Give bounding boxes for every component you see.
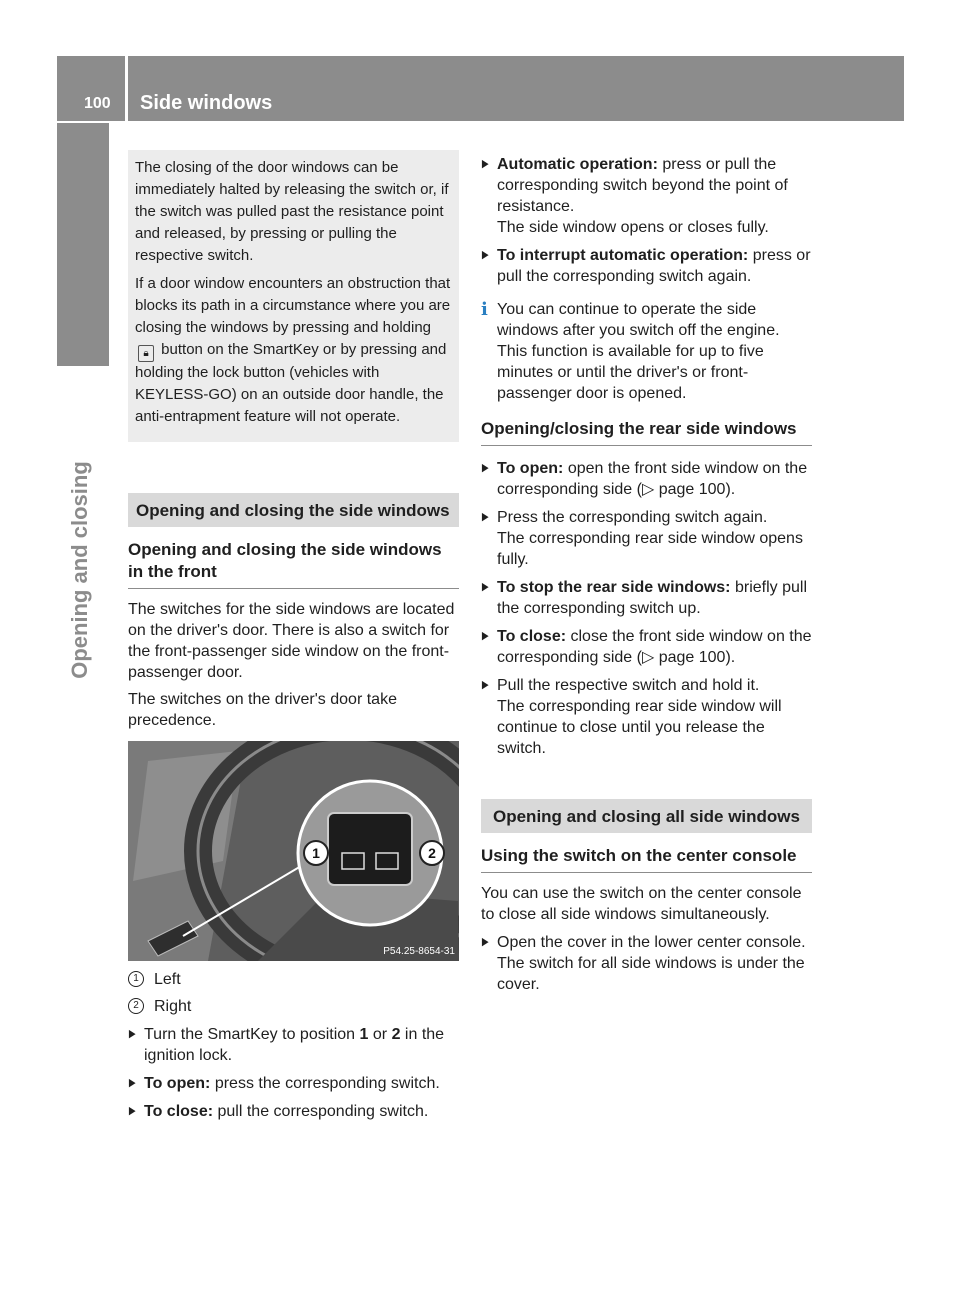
step-interrupt: ▶ To interrupt automatic operation: press or pull the corresponding switch again. (481, 245, 812, 287)
heading-sub: Opening and closing the side windows in the front (128, 539, 459, 589)
step-rear-stop: ▶ To stop the rear side windows: briefly pull the corresponding switch up. (481, 577, 812, 619)
lock-icon: 🔒︎ (138, 345, 154, 362)
note-box (128, 150, 459, 442)
body-paragraph-precedence: The switches on the driver's door take precedence. (128, 691, 397, 729)
callout-1: 1 (312, 845, 320, 861)
heading-console: Using the switch on the center console (481, 845, 812, 873)
note-paragraph: The closing of the door windows can be immediately halted by releasing the switch or, if the switch was pulled past the resistance point and released, by pressing or pulling the respective switch. (135, 159, 449, 264)
right-column (481, 154, 812, 995)
step-rear-pull: ▶ Pull the respective switch and hold it. The corresponding rear side window will continue to close until you release the switch. (481, 675, 812, 759)
step-console: ▶ Open the cover in the lower center console. The switch for all side windows is under the cover. (481, 932, 812, 995)
section-title: Side windows (140, 92, 273, 114)
photo-code: P54.25-8654-31 (383, 946, 455, 957)
side-tab-label: Opening and closing (67, 461, 92, 679)
step-open: ▶ To open: press the corresponding switch. (128, 1073, 459, 1094)
step-close: ▶ To close: pull the corresponding switch. (128, 1101, 459, 1122)
step-automatic: ▶ Automatic operation: press or pull the corresponding switch beyond the point of resistance. The side window opens or closes fully. (481, 154, 812, 238)
heading-all-windows: Opening and closing all side windows (481, 799, 812, 833)
door-switch-photo (128, 741, 459, 961)
step-rear-press: ▶ Press the corresponding switch again. The corresponding rear side window opens fully. (481, 507, 812, 570)
callout-2: 2 (428, 845, 436, 861)
note-paragraph-obstruction: If a door window encounters an obstruction that blocks its path in a circumstance where you are closing the windows by pressing and holding 🔒︎ button on the SmartKey or by pressing and holding the lock button (vehicles with KEYLESS-GO) on an outside door handle, the anti-entrapment feature will not operate. (135, 275, 451, 425)
page-number: 100 (84, 95, 111, 112)
step-turn-key: ▶ Turn the SmartKey to position 1 or 2 in the ignition lock. (128, 1024, 459, 1066)
heading-rear: Opening/closing the rear side windows (481, 418, 812, 446)
legend-item: 2 Right (128, 996, 459, 1017)
left-column (128, 150, 459, 1122)
door-switch-illustration (128, 741, 459, 961)
step-rear-close: ▶ To close: close the front side window on the corresponding side (▷ page 100). (481, 626, 812, 668)
console-paragraph: You can use the switch on the center console to close all side windows simultaneously. (481, 885, 802, 923)
legend-item: 1 Left (128, 969, 459, 990)
info-icon: i (481, 299, 488, 320)
header-divider (125, 56, 128, 121)
side-block (57, 123, 109, 366)
body-paragraph: The switches for the side windows are located on the driver's door. There is also a switch for the front-passenger side window on the front-passenger door. (128, 601, 455, 681)
step-rear-open: ▶ To open: open the front side window on the corresponding side (▷ page 100). (481, 458, 812, 500)
info-note: i You can continue to operate the side windows after you switch off the engine. This function is available for up to five minutes or until the driver's or front-passenger door is opened. (481, 299, 780, 402)
heading-main: Opening and closing the side windows (128, 493, 459, 527)
